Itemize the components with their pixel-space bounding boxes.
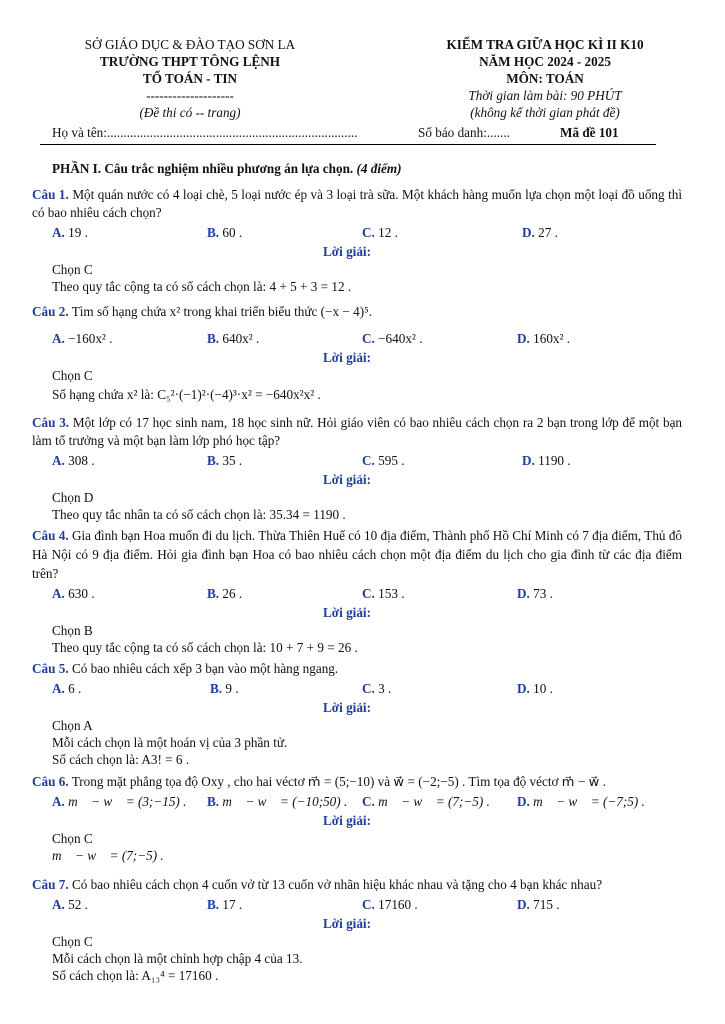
option-a: A. 308 . <box>52 453 95 468</box>
section-heading: PHẦN I. Câu trắc nghiệm nhiều phương án lựa chọn. <box>52 161 354 176</box>
solution: Chọn D Theo quy tắc nhân ta có số cách chọn là: 35.34 = 1190 . <box>52 490 346 522</box>
option-c: C. −640x² . <box>362 331 423 346</box>
section-points: (4 điểm) <box>356 161 402 176</box>
option-a: A. 19 . <box>52 225 88 240</box>
header-rule <box>40 144 656 145</box>
solution-label: Lời giải: <box>323 244 371 259</box>
option-d: D. m⃗ − w⃗ = (−7;5) . <box>517 794 645 809</box>
question-text: Trong mặt phẳng tọa độ Oxy , cho hai véctơ m⃗ = (5;−10) và w⃗ = (−2;−5) . Tìm tọa độ véctơ m⃗ − w⃗ . <box>71 774 607 789</box>
option-c: C. m⃗ − w⃗ = (7;−5) . <box>362 794 490 809</box>
options <box>32 681 682 699</box>
question-text: Có bao nhiêu cách xếp 3 bạn vào một hàng ngang. <box>71 661 339 676</box>
question-4 <box>32 526 682 656</box>
exam-duration: Thời gian làm bài: 90 PHÚT <box>468 88 622 103</box>
options <box>32 453 682 471</box>
question-2 <box>32 303 682 403</box>
option-c: C. 595 . <box>362 453 405 468</box>
options <box>32 794 682 812</box>
question-text: Một quán nước có 4 loại chè, 5 loại nước ép và 3 loại trà sữa. Một khách hàng muốn lựa chọn một loại đồ uống thì có bao nhiêu cách chọn? <box>32 187 683 220</box>
group-name: TỔ TOÁN - TIN <box>142 71 238 86</box>
question-text: Gia đình bạn Hoa muốn đi du lịch. Thừa Thiên Huế có 10 địa điểm, Thành phố Hồ Chí Minh có 7 địa điểm, Thủ đô Hà Nội có 9 địa điểm. Hỏi gia đình bạn Hoa có bao nhiêu cách chọn một địa điểm du lịch cho gia đình từ các địa điểm trên? <box>32 528 683 581</box>
question-3 <box>32 414 682 523</box>
solution-label: Lời giải: <box>323 813 371 828</box>
option-a: A. 630 . <box>52 586 95 601</box>
solution: Chọn A Mỗi cách chọn là một hoán vị của 3 phần tử. Số cách chọn là: A3! = 6 . <box>52 718 288 767</box>
department-name: SỞ GIÁO DỤC & ĐÀO TẠO SƠN LA <box>84 37 296 52</box>
option-a: A. −160x² . <box>52 331 113 346</box>
option-a: A. 6 . <box>52 681 82 696</box>
option-b: B. 640x² . <box>207 331 260 346</box>
candidate-number-field: Số báo danh:....... <box>418 125 510 140</box>
option-b: B. 35 . <box>207 453 243 468</box>
exam-header <box>40 36 680 146</box>
question-5 <box>32 660 682 768</box>
option-c: C. 17160 . <box>362 897 418 912</box>
solution-label: Lời giải: <box>323 700 371 715</box>
exam-code: Mã đề 101 <box>560 125 619 140</box>
options <box>32 331 682 349</box>
solution-label: Lời giải: <box>323 605 371 620</box>
solution: Chọn C Mỗi cách chọn là một chỉnh hợp chập 4 của 13. Số cách chọn là: A₁₃⁴ = 17160 . <box>52 934 303 983</box>
question-label: Câu 5. <box>32 661 69 676</box>
question-6 <box>32 773 682 864</box>
option-d: D. 27 . <box>522 225 558 240</box>
header-divider: -------------------- <box>146 88 234 103</box>
solution-label: Lời giải: <box>323 472 371 487</box>
question-label: Câu 1. <box>32 187 69 202</box>
question-label: Câu 4. <box>32 528 69 543</box>
exam-title: KIỂM TRA GIỮA HỌC KÌ II K10 <box>446 37 644 52</box>
option-a: A. m⃗ − w⃗ = (3;−15) . <box>52 794 187 809</box>
question-text: Có bao nhiêu cách chọn 4 cuốn vở từ 13 cuốn vở nhãn hiệu khác nhau và tặng cho 4 bạn khác nhau? <box>71 877 603 892</box>
solution: Chọn C Số hạng chứa x² là: C₅²·(−1)²·(−4)³·x² = −640x²x² . <box>52 368 321 402</box>
option-c: C. 12 . <box>362 225 398 240</box>
duration-note: (không kể thời gian phát đề) <box>470 105 620 120</box>
option-d: D. 715 . <box>517 897 560 912</box>
question-label: Câu 2. <box>32 304 69 319</box>
question-text: Một lớp có 17 học sinh nam, 18 học sinh nữ. Hỏi giáo viên có bao nhiêu cách chọn ra 2 bạn trong lớp để một bạn làm tổ trưởng và một bạn làm lớp phó học tập? <box>32 415 683 448</box>
options <box>32 586 682 604</box>
question-label: Câu 6. <box>32 774 69 789</box>
option-d: D. 73 . <box>517 586 553 601</box>
page-count-note: (Đề thi có -- trang) <box>139 105 241 120</box>
option-b: B. 9 . <box>210 681 239 696</box>
option-b: B. 60 . <box>207 225 243 240</box>
option-c: C. 153 . <box>362 586 405 601</box>
solution-label: Lời giải: <box>323 350 371 365</box>
option-d: D. 10 . <box>517 681 553 696</box>
section-title <box>52 161 702 177</box>
option-b: B. 17 . <box>207 897 243 912</box>
solution-label: Lời giải: <box>323 916 371 931</box>
option-a: A. 52 . <box>52 897 88 912</box>
solution: Chọn C m⃗ − w⃗ = (7;−5) . <box>52 831 164 863</box>
question-label: Câu 3. <box>32 415 70 430</box>
school-year: NĂM HỌC 2024 - 2025 <box>479 54 611 69</box>
option-d: D. 1190 . <box>522 453 571 468</box>
solution: Chọn C Theo quy tắc cộng ta có số cách chọn là: 4 + 5 + 3 = 12 . <box>52 262 352 294</box>
option-d: D. 160x² . <box>517 331 571 346</box>
option-b: B. 26 . <box>207 586 243 601</box>
solution: Chọn B Theo quy tắc cộng ta có số cách chọn là: 10 + 7 + 9 = 26 . <box>52 623 358 655</box>
name-field: Họ và tên:............................................................................ <box>52 125 358 140</box>
school-name: TRƯỜNG THPT TÔNG LỆNH <box>99 54 281 69</box>
options <box>32 225 682 243</box>
options <box>32 897 682 915</box>
question-7 <box>32 876 682 984</box>
subject: MÔN: TOÁN <box>506 71 584 86</box>
question-label: Câu 7. <box>32 877 69 892</box>
question-1 <box>32 186 682 295</box>
option-c: C. 3 . <box>362 681 392 696</box>
option-b: B. m⃗ − w⃗ = (−10;50) . <box>207 794 348 809</box>
question-text: Tìm số hạng chứa x² trong khai triển biểu thức (−x − 4)⁵. <box>71 304 373 319</box>
